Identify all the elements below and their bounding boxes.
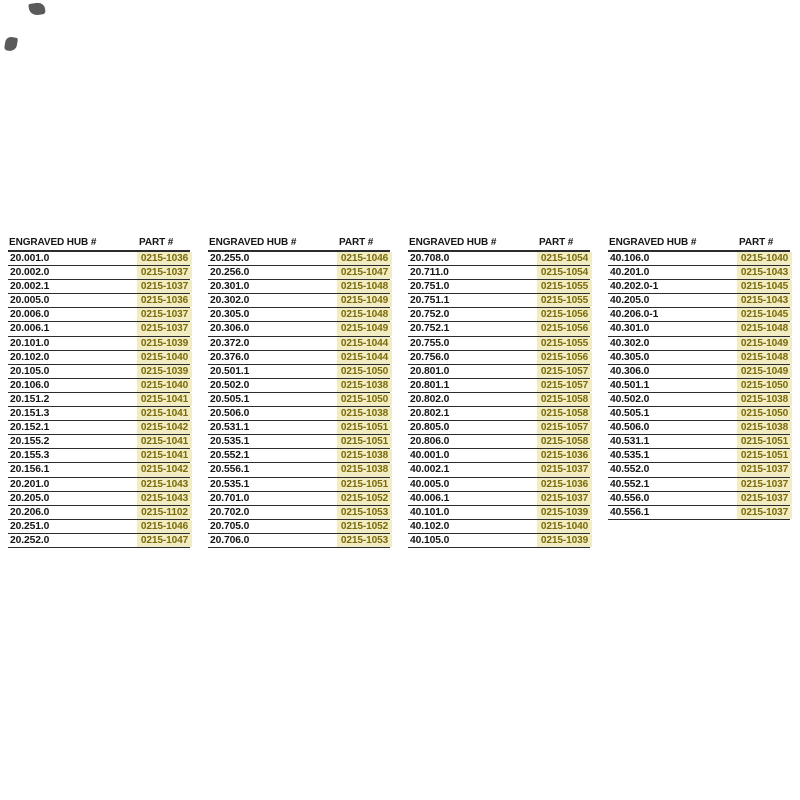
- part-number: 0215-1056: [537, 351, 592, 364]
- part-number: 0215-1057: [537, 379, 592, 392]
- table-header: [408, 236, 590, 252]
- hub-number: 40.556.1: [610, 506, 650, 518]
- table-row: [608, 421, 790, 435]
- part-number: 0215-1054: [537, 266, 592, 279]
- table-row: [208, 294, 390, 308]
- part-number: 0215-1047: [137, 534, 192, 547]
- part-number: 0215-1040: [537, 520, 592, 533]
- part-column-header: PART #: [739, 237, 774, 248]
- part-number: 0215-1057: [537, 365, 592, 378]
- part-number: 0215-1045: [737, 308, 792, 321]
- hub-number: 40.302.0: [610, 337, 650, 349]
- hub-number: 40.002.1: [410, 464, 450, 476]
- hub-number: 20.001.0: [10, 253, 50, 264]
- part-number: 0215-1044: [337, 351, 392, 364]
- hub-number: 40.205.0: [610, 295, 650, 307]
- hub-number: 20.252.0: [10, 534, 50, 546]
- table-row: [208, 379, 390, 393]
- table-row: [608, 492, 790, 506]
- hub-number: 20.251.0: [10, 520, 50, 532]
- part-number: 0215-1053: [337, 534, 392, 547]
- table-row: [208, 449, 390, 463]
- table-row: [408, 379, 590, 393]
- table-row: [208, 506, 390, 520]
- hub-number: 20.151.2: [10, 393, 50, 405]
- table-row: [608, 449, 790, 463]
- scan-artifact-mark: [28, 2, 46, 16]
- part-number: 0215-1052: [337, 492, 392, 505]
- part-number: 0215-1048: [737, 351, 792, 364]
- hub-number: 20.155.2: [10, 436, 50, 448]
- hub-number: 20.708.0: [410, 253, 450, 264]
- hub-number: 20.301.0: [210, 281, 250, 293]
- part-number: 0215-1050: [337, 365, 392, 378]
- hub-number: 20.756.0: [410, 351, 450, 363]
- part-number: 0215-1036: [537, 449, 592, 462]
- table-row: [8, 478, 190, 492]
- table-row: [208, 463, 390, 477]
- table-row: [408, 534, 590, 548]
- part-number: 0215-1051: [737, 449, 792, 462]
- part-number: 0215-1053: [337, 506, 392, 519]
- table-row: [608, 337, 790, 351]
- hub-number: 20.751.1: [410, 295, 450, 307]
- hub-part-table: [8, 236, 190, 548]
- table-row: [8, 337, 190, 351]
- hub-number: 40.552.1: [610, 478, 650, 490]
- hub-number: 20.152.1: [10, 422, 50, 434]
- table-row: [408, 351, 590, 365]
- table-row: [208, 492, 390, 506]
- table-row: [408, 492, 590, 506]
- table-row: [8, 492, 190, 506]
- table-row: [408, 478, 590, 492]
- hub-number: 40.006.1: [410, 492, 450, 504]
- part-number: 0215-1038: [337, 379, 392, 392]
- hub-number: 20.501.1: [210, 365, 250, 377]
- part-number: 0215-1046: [337, 252, 392, 265]
- hub-number: 20.372.0: [210, 337, 250, 349]
- hub-number: 40.001.0: [410, 450, 450, 462]
- part-number: 0215-1039: [537, 506, 592, 519]
- part-number: 0215-1041: [137, 393, 192, 406]
- table-row: [608, 280, 790, 294]
- table-row: [8, 520, 190, 534]
- table-header: [8, 236, 190, 252]
- table-row: [8, 308, 190, 322]
- hub-column-header: ENGRAVED HUB #: [9, 237, 97, 248]
- part-number: 0215-1040: [737, 252, 792, 265]
- table-rows: [8, 252, 190, 548]
- table-row: [208, 534, 390, 548]
- hub-number: 40.202.0-1: [610, 281, 659, 293]
- table-row: [608, 252, 790, 266]
- hub-column-header: ENGRAVED HUB #: [209, 237, 297, 248]
- table-row: [408, 435, 590, 449]
- table-row: [8, 435, 190, 449]
- part-number: 0215-1057: [537, 421, 592, 434]
- part-number: 0215-1058: [537, 407, 592, 420]
- hub-part-table: [608, 236, 790, 520]
- part-column-header: PART #: [339, 237, 374, 248]
- hub-number: 20.101.0: [10, 337, 50, 349]
- part-number: 0215-1036: [537, 478, 592, 491]
- hub-number: 20.535.1: [210, 436, 250, 448]
- table-row: [408, 407, 590, 421]
- hub-number: 20.305.0: [210, 309, 250, 321]
- table-row: [608, 294, 790, 308]
- part-number: 0215-1050: [737, 407, 792, 420]
- table-row: [208, 435, 390, 449]
- table-row: [8, 351, 190, 365]
- part-number: 0215-1055: [537, 294, 592, 307]
- part-number: 0215-1042: [137, 421, 192, 434]
- hub-number: 20.552.1: [210, 450, 250, 462]
- part-column-header: PART #: [139, 237, 174, 248]
- hub-number: 40.005.0: [410, 478, 450, 490]
- table-row: [8, 365, 190, 379]
- table-row: [8, 506, 190, 520]
- hub-column-header: ENGRAVED HUB #: [409, 237, 497, 248]
- part-number: 0215-1046: [137, 520, 192, 533]
- hub-number: 20.531.1: [210, 422, 250, 434]
- hub-number: 20.535.1: [210, 478, 250, 490]
- hub-number: 20.002.0: [10, 267, 50, 279]
- hub-number: 40.505.1: [610, 408, 650, 420]
- table-row: [8, 393, 190, 407]
- part-number: 0215-1039: [137, 337, 192, 350]
- hub-number: 20.802.0: [410, 393, 450, 405]
- part-number: 0215-1037: [737, 506, 792, 519]
- table-row: [608, 506, 790, 520]
- part-number: 0215-1102: [137, 506, 192, 519]
- table-row: [208, 252, 390, 266]
- part-number: 0215-1038: [337, 449, 392, 462]
- part-number: 0215-1037: [737, 492, 792, 505]
- table-row: [408, 463, 590, 477]
- hub-number: 20.801.0: [410, 365, 450, 377]
- table-row: [608, 463, 790, 477]
- part-number: 0215-1037: [537, 463, 592, 476]
- hub-number: 20.502.0: [210, 379, 250, 391]
- table-row: [208, 308, 390, 322]
- part-column-header: PART #: [539, 237, 574, 248]
- table-row: [8, 294, 190, 308]
- part-number: 0215-1049: [337, 322, 392, 335]
- part-number: 0215-1048: [337, 308, 392, 321]
- part-number: 0215-1058: [537, 435, 592, 448]
- hub-number: 20.802.1: [410, 408, 450, 420]
- table-row: [208, 322, 390, 336]
- part-number: 0215-1055: [537, 337, 592, 350]
- hub-part-table: [208, 236, 390, 548]
- part-number: 0215-1037: [137, 266, 192, 279]
- table-row: [408, 252, 590, 266]
- hub-column-header: ENGRAVED HUB #: [609, 237, 697, 248]
- hub-number: 20.806.0: [410, 436, 450, 448]
- part-number: 0215-1044: [337, 337, 392, 350]
- hub-number: 20.306.0: [210, 323, 250, 335]
- table-row: [208, 421, 390, 435]
- table-row: [8, 534, 190, 548]
- part-number: 0215-1051: [337, 478, 392, 491]
- table-row: [8, 421, 190, 435]
- table-header: [608, 236, 790, 252]
- part-number: 0215-1041: [137, 435, 192, 448]
- hub-number: 20.752.0: [410, 309, 450, 321]
- hub-part-table: [408, 236, 590, 548]
- part-number: 0215-1049: [737, 365, 792, 378]
- hub-number: 40.506.0: [610, 422, 650, 434]
- part-number: 0215-1043: [137, 478, 192, 491]
- table-row: [408, 308, 590, 322]
- hub-number: 20.201.0: [10, 478, 50, 490]
- table-row: [8, 449, 190, 463]
- part-number: 0215-1051: [737, 435, 792, 448]
- hub-number: 40.501.1: [610, 379, 650, 391]
- hub-number: 20.006.0: [10, 309, 50, 321]
- table-row: [608, 478, 790, 492]
- table-row: [608, 393, 790, 407]
- hub-number: 20.556.1: [210, 464, 250, 476]
- part-number: 0215-1045: [737, 280, 792, 293]
- hub-number: 40.101.0: [410, 506, 450, 518]
- hub-number: 20.105.0: [10, 365, 50, 377]
- part-number: 0215-1048: [337, 280, 392, 293]
- table-row: [8, 252, 190, 266]
- table-row: [408, 294, 590, 308]
- hub-number: 40.306.0: [610, 365, 650, 377]
- table-row: [8, 280, 190, 294]
- table-row: [208, 266, 390, 280]
- hub-number: 40.531.1: [610, 436, 650, 448]
- part-number: 0215-1043: [137, 492, 192, 505]
- part-number: 0215-1054: [537, 252, 592, 265]
- hub-number: 40.106.0: [610, 253, 650, 264]
- part-number: 0215-1038: [337, 407, 392, 420]
- hub-number: 20.702.0: [210, 506, 250, 518]
- part-number: 0215-1037: [137, 280, 192, 293]
- hub-number: 20.206.0: [10, 506, 50, 518]
- table-row: [408, 393, 590, 407]
- part-number: 0215-1056: [537, 308, 592, 321]
- part-number: 0215-1055: [537, 280, 592, 293]
- hub-number: 20.156.1: [10, 464, 50, 476]
- hub-number: 40.556.0: [610, 492, 650, 504]
- hub-number: 20.751.0: [410, 281, 450, 293]
- table-row: [208, 365, 390, 379]
- table-row: [608, 435, 790, 449]
- part-number: 0215-1051: [337, 435, 392, 448]
- table-rows: [608, 252, 790, 520]
- table-row: [608, 266, 790, 280]
- hub-number: 20.755.0: [410, 337, 450, 349]
- table-row: [408, 520, 590, 534]
- table-row: [8, 379, 190, 393]
- part-number: 0215-1038: [337, 463, 392, 476]
- part-number: 0215-1037: [737, 463, 792, 476]
- hub-number: 40.206.0-1: [610, 309, 659, 321]
- table-row: [208, 351, 390, 365]
- part-number: 0215-1037: [737, 478, 792, 491]
- hub-number: 40.105.0: [410, 534, 450, 546]
- hub-number: 20.805.0: [410, 422, 450, 434]
- part-number: 0215-1041: [137, 449, 192, 462]
- hub-number: 20.705.0: [210, 520, 250, 532]
- table-header: [208, 236, 390, 252]
- table-row: [608, 308, 790, 322]
- part-number: 0215-1051: [337, 421, 392, 434]
- hub-number: 20.205.0: [10, 492, 50, 504]
- hub-number: 20.711.0: [410, 267, 449, 279]
- hub-number: 20.151.3: [10, 408, 50, 420]
- part-number: 0215-1049: [737, 337, 792, 350]
- part-number: 0215-1036: [137, 294, 192, 307]
- part-number: 0215-1039: [137, 365, 192, 378]
- table-row: [8, 407, 190, 421]
- hub-number: 20.102.0: [10, 351, 50, 363]
- hub-number: 20.006.1: [10, 323, 50, 335]
- hub-number: 40.305.0: [610, 351, 650, 363]
- hub-number: 20.002.1: [10, 281, 50, 293]
- table-row: [608, 351, 790, 365]
- hub-number: 40.552.0: [610, 464, 650, 476]
- hub-number: 20.302.0: [210, 295, 250, 307]
- table-row: [208, 478, 390, 492]
- hub-number: 20.256.0: [210, 267, 250, 279]
- hub-number: 20.255.0: [210, 253, 250, 264]
- hub-number: 40.301.0: [610, 323, 650, 335]
- part-number: 0215-1043: [737, 266, 792, 279]
- hub-number: 40.201.0: [610, 267, 650, 279]
- part-number: 0215-1036: [137, 252, 192, 265]
- hub-number: 20.752.1: [410, 323, 450, 335]
- table-row: [408, 506, 590, 520]
- hub-number: 20.376.0: [210, 351, 250, 363]
- table-row: [208, 393, 390, 407]
- table-row: [408, 421, 590, 435]
- part-number: 0215-1041: [137, 407, 192, 420]
- hub-number: 20.706.0: [210, 534, 250, 546]
- hub-number: 20.005.0: [10, 295, 50, 307]
- table-row: [208, 520, 390, 534]
- table-row: [608, 322, 790, 336]
- table-row: [8, 322, 190, 336]
- table-row: [208, 280, 390, 294]
- table-row: [408, 266, 590, 280]
- table-row: [8, 266, 190, 280]
- part-number: 0215-1039: [537, 534, 592, 547]
- hub-number: 20.701.0: [210, 492, 250, 504]
- part-number: 0215-1049: [337, 294, 392, 307]
- part-number: 0215-1040: [137, 351, 192, 364]
- scan-artifact-mark: [4, 36, 18, 52]
- table-rows: [208, 252, 390, 548]
- hub-number: 20.801.1: [410, 379, 450, 391]
- hub-number: 40.502.0: [610, 393, 650, 405]
- hub-number: 20.106.0: [10, 379, 50, 391]
- hub-number: 40.102.0: [410, 520, 450, 532]
- part-number: 0215-1040: [137, 379, 192, 392]
- table-row: [208, 337, 390, 351]
- part-number: 0215-1047: [337, 266, 392, 279]
- part-number: 0215-1050: [737, 379, 792, 392]
- hub-number: 20.505.1: [210, 393, 250, 405]
- table-row: [408, 365, 590, 379]
- part-number: 0215-1037: [137, 322, 192, 335]
- part-number: 0215-1038: [737, 421, 792, 434]
- table-row: [408, 337, 590, 351]
- table-row: [408, 449, 590, 463]
- table-row: [208, 407, 390, 421]
- part-number: 0215-1058: [537, 393, 592, 406]
- table-row: [408, 280, 590, 294]
- hub-number: 20.155.3: [10, 450, 50, 462]
- part-number: 0215-1037: [137, 308, 192, 321]
- hub-number: 20.506.0: [210, 408, 250, 420]
- part-number: 0215-1048: [737, 322, 792, 335]
- part-number: 0215-1052: [337, 520, 392, 533]
- part-number: 0215-1050: [337, 393, 392, 406]
- part-number: 0215-1037: [537, 492, 592, 505]
- part-number: 0215-1038: [737, 393, 792, 406]
- hub-number: 40.535.1: [610, 450, 650, 462]
- part-number: 0215-1042: [137, 463, 192, 476]
- table-row: [8, 463, 190, 477]
- table-row: [408, 322, 590, 336]
- table-row: [608, 407, 790, 421]
- table-rows: [408, 252, 590, 548]
- part-number: 0215-1056: [537, 322, 592, 335]
- part-number: 0215-1043: [737, 294, 792, 307]
- table-row: [608, 365, 790, 379]
- table-row: [608, 379, 790, 393]
